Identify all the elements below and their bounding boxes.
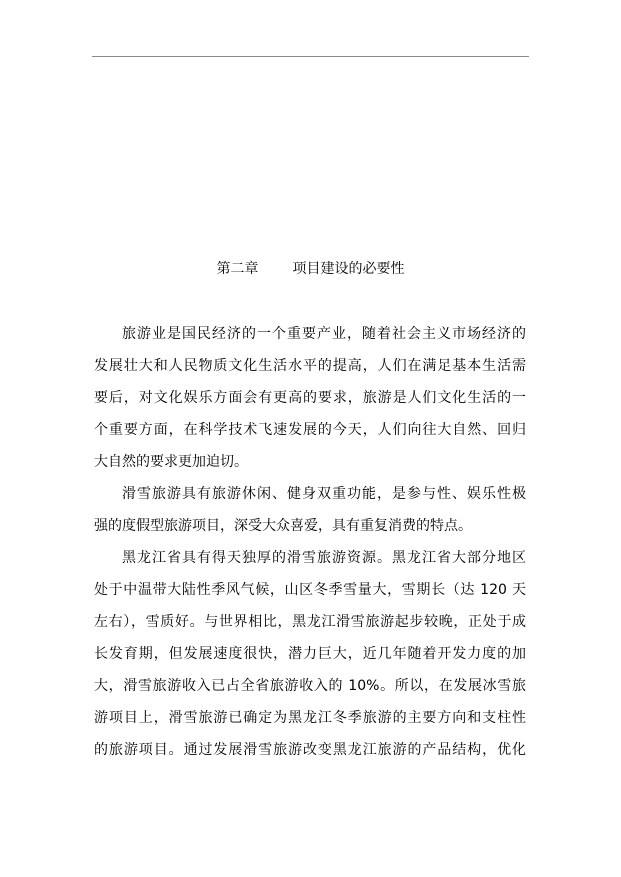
- paragraph-line: 旅游业是国民经济的一个重要产业，随着社会主义市场经济的: [122, 326, 526, 342]
- chapter-heading: [0, 259, 621, 279]
- paragraph-line: 左右），雪质好。与世界相比，黑龙江滑雪旅游起步较晚，正处于成: [94, 614, 526, 630]
- paragraph-line: 发展壮大和人民物质文化生活水平的提高，人们在满足基本生活需: [94, 358, 526, 374]
- paragraph-line: 滑雪旅游具有旅游休闲、健身双重功能，是参与性、娱乐性极: [122, 486, 526, 502]
- chapter-title: 项目建设的必要性: [292, 261, 405, 277]
- paragraph-line: 大，滑雪旅游收入已占全省旅游收入的 10%。所以，在发展冰雪旅: [94, 678, 526, 694]
- paragraph-line: 长发育期，但发展速度很快，潜力巨大，近几年随着开发力度的加: [94, 646, 526, 662]
- paragraph-line: 游项目上，滑雪旅游已确定为黑龙江冬季旅游的主要方向和支柱性: [94, 710, 526, 726]
- body-text: [94, 318, 526, 766]
- header-rule: [92, 56, 529, 57]
- paragraph-line: 强的度假型旅游项目，深受大众喜爱，具有重复消费的特点。: [94, 518, 472, 534]
- paragraph-line: 处于中温带大陆性季风气候，山区冬季雪量大，雪期长（达 120 天: [94, 582, 526, 598]
- paragraph-line: 大自然的要求更加迫切。: [94, 454, 248, 470]
- paragraph-line: 黑龙江省具有得天独厚的滑雪旅游资源。黑龙江省大部分地区: [122, 550, 526, 566]
- paragraph-line: 的旅游项目。通过发展滑雪旅游改变黑龙江旅游的产品结构，优化: [94, 742, 526, 758]
- paragraph-line: 个重要方面，在科学技术飞速发展的今天，人们向往大自然、回归: [94, 422, 526, 438]
- paragraph-line: 要后，对文化娱乐方面会有更高的要求，旅游是人们文化生活的一: [94, 390, 526, 406]
- chapter-number: 第二章: [216, 261, 259, 277]
